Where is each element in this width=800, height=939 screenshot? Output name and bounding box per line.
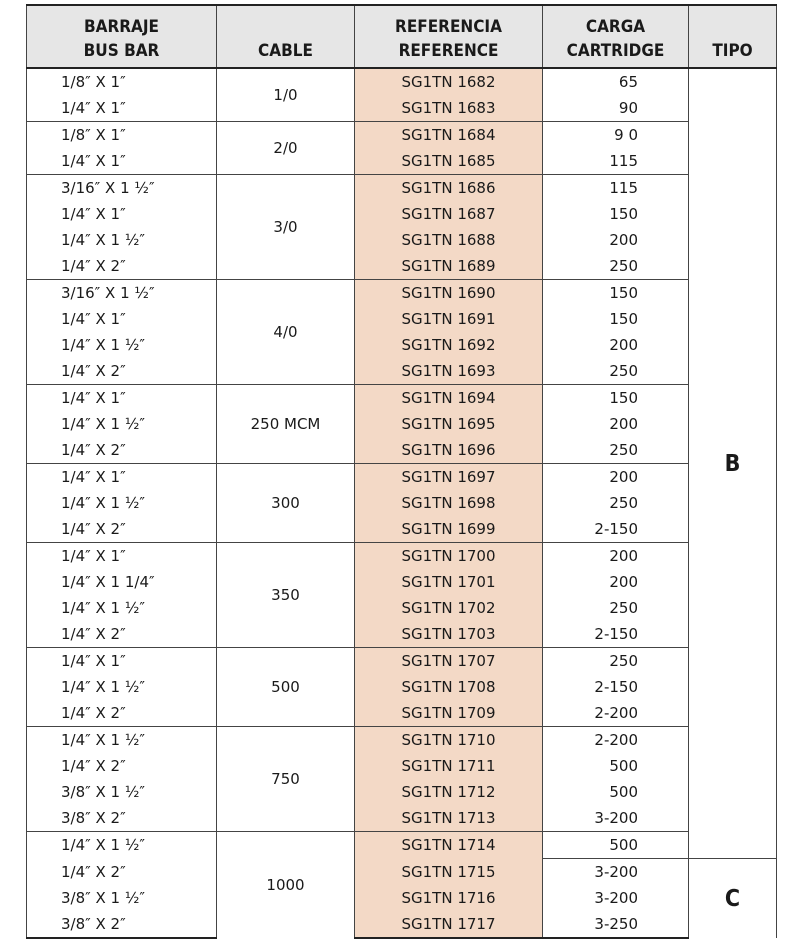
header-row (27, 5, 777, 68)
cartridge-cell: 200 (543, 569, 689, 595)
cartridge-cell: 2-150 (543, 621, 689, 648)
bus-bar-cell: 1/4″ X 1″ (27, 306, 217, 332)
cartridge-cell: 9 0 (543, 122, 689, 149)
table-row (27, 358, 777, 385)
table-row (27, 68, 777, 95)
reference-cell: SG1TN 1717 (355, 911, 543, 938)
bus-bar-cell: 1/4″ X 1 ½″ (27, 832, 217, 859)
bus-bar-cell: 3/8″ X 1 ½″ (27, 779, 217, 805)
table-row (27, 227, 777, 253)
cartridge-cell: 250 (543, 437, 689, 464)
header-cartridge (543, 5, 689, 68)
cartridge-cell: 2-200 (543, 727, 689, 754)
table-row (27, 464, 777, 491)
bus-bar-cell: 1/4″ X 1 1/4″ (27, 569, 217, 595)
cartridge-cell: 150 (543, 280, 689, 307)
bus-bar-cell: 1/4″ X 1 ½″ (27, 332, 217, 358)
table-row (27, 201, 777, 227)
cable-cell: 2/0 (217, 122, 355, 175)
bus-bar-cell: 3/8″ X 1 ½″ (27, 885, 217, 911)
table-row (27, 595, 777, 621)
reference-cell: SG1TN 1703 (355, 621, 543, 648)
cartridge-cell: 90 (543, 95, 689, 122)
cartridge-cell: 200 (543, 332, 689, 358)
table-row (27, 148, 777, 175)
bus-bar-cell: 1/4″ X 1 ½″ (27, 227, 217, 253)
reference-cell: SG1TN 1696 (355, 437, 543, 464)
header-reference-es: REFERENCIA (395, 17, 502, 37)
bus-bar-cell: 1/4″ X 1″ (27, 95, 217, 122)
reference-cell: SG1TN 1714 (355, 832, 543, 859)
header-reference-en: REFERENCE (398, 41, 499, 61)
cartridge-cell: 500 (543, 753, 689, 779)
reference-cell: SG1TN 1689 (355, 253, 543, 280)
cable-cell: 250 MCM (217, 385, 355, 464)
cartridge-cell: 3-250 (543, 911, 689, 938)
bus-bar-cell: 1/4″ X 1″ (27, 201, 217, 227)
bus-bar-cell: 3/8″ X 2″ (27, 805, 217, 832)
cable-cell: 3/0 (217, 175, 355, 280)
bus-bar-cell: 1/4″ X 1 ½″ (27, 411, 217, 437)
cartridge-cell: 500 (543, 832, 689, 859)
bus-bar-cell: 1/4″ X 1 ½″ (27, 595, 217, 621)
bus-bar-cell: 1/4″ X 2″ (27, 621, 217, 648)
bus-bar-cell: 1/4″ X 1 ½″ (27, 727, 217, 754)
bus-bar-cell: 1/4″ X 1″ (27, 648, 217, 675)
cartridge-reference-table (26, 4, 777, 939)
cartridge-cell: 150 (543, 201, 689, 227)
reference-cell: SG1TN 1693 (355, 358, 543, 385)
cartridge-cell: 200 (543, 411, 689, 437)
reference-cell: SG1TN 1701 (355, 569, 543, 595)
cable-cell: 300 (217, 464, 355, 543)
bus-bar-cell: 1/4″ X 2″ (27, 753, 217, 779)
cartridge-cell: 250 (543, 253, 689, 280)
cartridge-cell: 2-150 (543, 516, 689, 543)
reference-cell: SG1TN 1715 (355, 859, 543, 886)
reference-cell: SG1TN 1713 (355, 805, 543, 832)
table-row (27, 280, 777, 307)
tipo-cell: B (689, 68, 777, 859)
reference-cell: SG1TN 1711 (355, 753, 543, 779)
bus-bar-cell: 1/8″ X 1″ (27, 122, 217, 149)
table-row (27, 411, 777, 437)
table-row (27, 648, 777, 675)
reference-cell: SG1TN 1695 (355, 411, 543, 437)
reference-cell: SG1TN 1697 (355, 464, 543, 491)
header-cartridge-en: CARTRIDGE (566, 41, 665, 61)
reference-cell: SG1TN 1686 (355, 175, 543, 202)
table-row (27, 832, 777, 859)
reference-cell: SG1TN 1710 (355, 727, 543, 754)
cartridge-cell: 115 (543, 148, 689, 175)
header-bus-bar-es: BARRAJE (83, 17, 160, 37)
cartridge-cell: 150 (543, 385, 689, 412)
cartridge-cell: 3-200 (543, 805, 689, 832)
cable-cell: 350 (217, 543, 355, 648)
table-row (27, 885, 777, 911)
bus-bar-cell: 1/8″ X 1″ (27, 68, 217, 95)
bus-bar-cell: 1/4″ X 2″ (27, 516, 217, 543)
table-row (27, 911, 777, 938)
table-row (27, 543, 777, 570)
table-row (27, 385, 777, 412)
cartridge-cell: 250 (543, 358, 689, 385)
table-row (27, 805, 777, 832)
reference-cell: SG1TN 1699 (355, 516, 543, 543)
reference-cell: SG1TN 1702 (355, 595, 543, 621)
table-body (27, 68, 777, 938)
bus-bar-cell: 1/4″ X 2″ (27, 253, 217, 280)
bus-bar-cell: 1/4″ X 1 ½″ (27, 490, 217, 516)
header-tipo: TIPO (689, 5, 777, 68)
table-row (27, 621, 777, 648)
cartridge-cell: 200 (543, 227, 689, 253)
cartridge-cell: 500 (543, 779, 689, 805)
tipo-cell: C (689, 859, 777, 939)
table-row (27, 674, 777, 700)
reference-cell: SG1TN 1707 (355, 648, 543, 675)
table-row (27, 727, 777, 754)
table-row (27, 332, 777, 358)
table-row (27, 437, 777, 464)
bus-bar-cell: 3/8″ X 2″ (27, 911, 217, 938)
reference-cell: SG1TN 1708 (355, 674, 543, 700)
cartridge-cell: 250 (543, 648, 689, 675)
cartridge-cell: 115 (543, 175, 689, 202)
cartridge-cell: 250 (543, 595, 689, 621)
reference-cell: SG1TN 1687 (355, 201, 543, 227)
header-cartridge-es: CARGA (585, 17, 646, 37)
reference-cell: SG1TN 1683 (355, 95, 543, 122)
bus-bar-cell: 3/16″ X 1 ½″ (27, 175, 217, 202)
cable-cell: 4/0 (217, 280, 355, 385)
reference-cell: SG1TN 1700 (355, 543, 543, 570)
cable-cell: 1000 (217, 832, 355, 939)
bus-bar-cell: 1/4″ X 2″ (27, 358, 217, 385)
reference-cell: SG1TN 1685 (355, 148, 543, 175)
bus-bar-cell: 1/4″ X 1″ (27, 543, 217, 570)
cartridge-cell: 150 (543, 306, 689, 332)
table-row (27, 516, 777, 543)
cartridge-cell: 250 (543, 490, 689, 516)
cartridge-cell: 2-200 (543, 700, 689, 727)
cable-cell: 750 (217, 727, 355, 832)
reference-cell: SG1TN 1682 (355, 68, 543, 95)
cartridge-cell: 3-200 (543, 859, 689, 886)
reference-cell: SG1TN 1716 (355, 885, 543, 911)
bus-bar-cell: 1/4″ X 2″ (27, 437, 217, 464)
table-row (27, 490, 777, 516)
bus-bar-cell: 1/4″ X 1″ (27, 148, 217, 175)
bus-bar-cell: 1/4″ X 1 ½″ (27, 674, 217, 700)
table-row (27, 306, 777, 332)
table-row (27, 95, 777, 122)
bus-bar-cell: 1/4″ X 2″ (27, 700, 217, 727)
cartridge-cell: 200 (543, 543, 689, 570)
cable-cell: 1/0 (217, 68, 355, 122)
table-row (27, 569, 777, 595)
reference-cell: SG1TN 1690 (355, 280, 543, 307)
reference-cell: SG1TN 1692 (355, 332, 543, 358)
header-bus-bar-en: BUS BAR (83, 41, 160, 61)
table-row (27, 122, 777, 149)
cartridge-reference-table-sheet (26, 4, 776, 939)
header-reference (355, 5, 543, 68)
bus-bar-cell: 3/16″ X 1 ½″ (27, 280, 217, 307)
reference-cell: SG1TN 1684 (355, 122, 543, 149)
table-row (27, 700, 777, 727)
table-row (27, 753, 777, 779)
reference-cell: SG1TN 1709 (355, 700, 543, 727)
reference-cell: SG1TN 1694 (355, 385, 543, 412)
table-row (27, 253, 777, 280)
header-bus-bar (27, 5, 217, 68)
cable-cell: 500 (217, 648, 355, 727)
table-row (27, 175, 777, 202)
table-header (27, 5, 777, 68)
table-row (27, 779, 777, 805)
bus-bar-cell: 1/4″ X 2″ (27, 859, 217, 886)
table-row (27, 859, 777, 886)
header-cable: CABLE (217, 5, 355, 68)
cartridge-cell: 65 (543, 68, 689, 95)
reference-cell: SG1TN 1698 (355, 490, 543, 516)
reference-cell: SG1TN 1688 (355, 227, 543, 253)
bus-bar-cell: 1/4″ X 1″ (27, 464, 217, 491)
cartridge-cell: 3-200 (543, 885, 689, 911)
bus-bar-cell: 1/4″ X 1″ (27, 385, 217, 412)
cartridge-cell: 200 (543, 464, 689, 491)
cartridge-cell: 2-150 (543, 674, 689, 700)
reference-cell: SG1TN 1712 (355, 779, 543, 805)
reference-cell: SG1TN 1691 (355, 306, 543, 332)
